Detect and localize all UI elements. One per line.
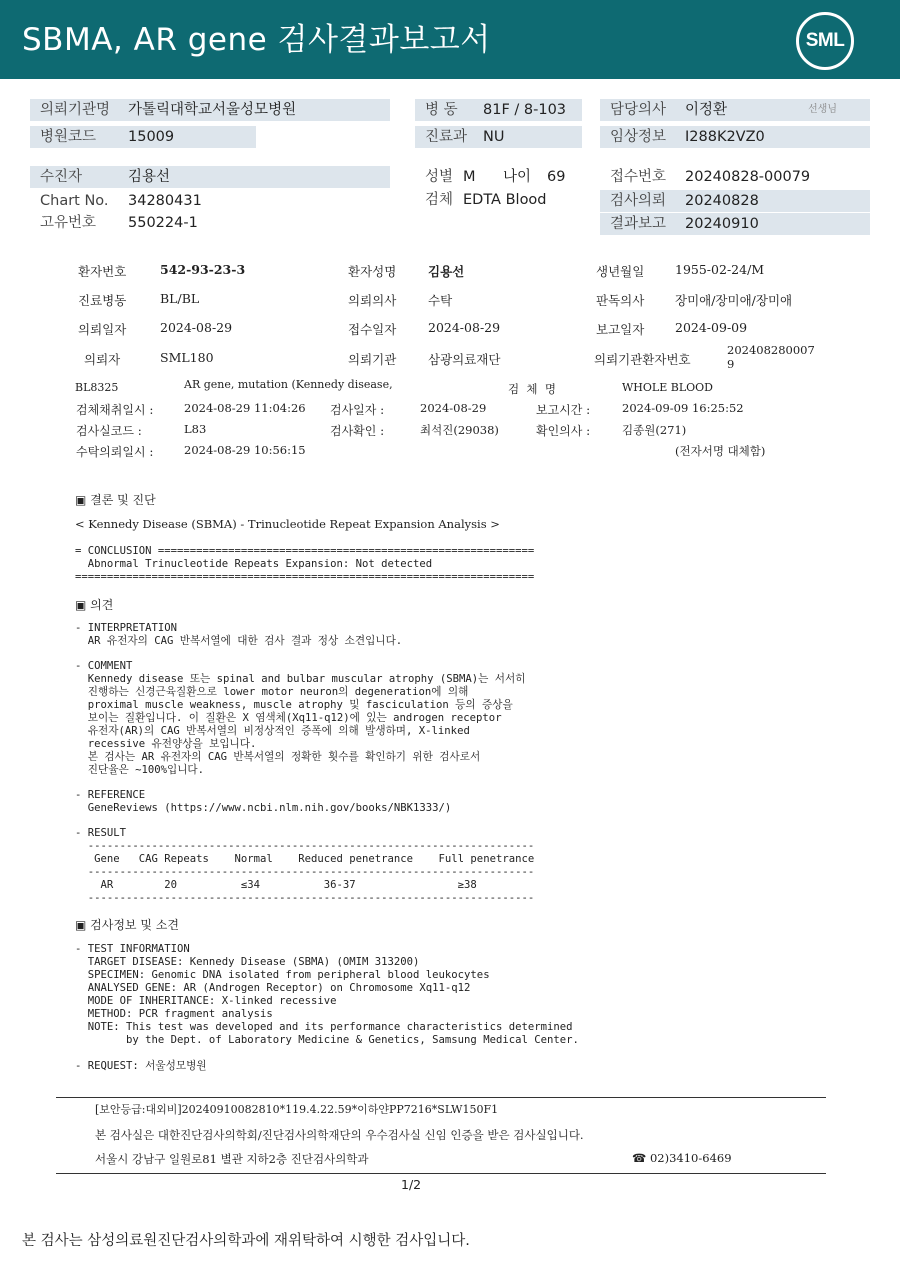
collect-time-value: 2024-08-29 11:04:26	[184, 401, 306, 415]
report-date-label: 보고일자	[596, 322, 645, 337]
patient-name-value: 김용선	[428, 264, 465, 279]
uid-label: 고유번호	[40, 215, 97, 231]
ward-label: 병 동	[425, 102, 458, 118]
request-label: 검사의뢰	[610, 193, 667, 209]
req-inst-label: 의뢰기관	[348, 352, 397, 367]
request-date-value: 2024-08-29	[160, 320, 233, 335]
patient-value: 김용선	[128, 169, 171, 185]
specimen-name-label: 검 체 명	[508, 382, 556, 396]
institution-label: 의뢰기관명	[40, 102, 111, 118]
sml-logo: SML	[796, 12, 854, 70]
specimen-name-value: WHOLE BLOOD	[622, 381, 713, 394]
result-date-row	[600, 213, 870, 235]
request-row	[600, 190, 870, 212]
patient-label: 수진자	[40, 169, 83, 185]
report-time-label: 보고시간 :	[536, 403, 591, 417]
dept-label: 진료과	[425, 129, 468, 145]
req-inst-patient-no-value: 202408280007	[727, 343, 815, 357]
chart-value: 34280431	[128, 193, 202, 209]
ward-label-2: 진료병동	[78, 293, 127, 308]
req-doctor-label: 의뢰의사	[348, 293, 397, 308]
test-name: AR gene, mutation (Kennedy disease,	[184, 378, 393, 391]
specimen-label: 검체	[425, 192, 454, 208]
section-test-info-heading: ▣ 검사정보 및 소견	[75, 918, 179, 932]
doctor-label: 담당의사	[610, 102, 667, 118]
report-header	[0, 0, 900, 79]
birthdate-value: 1955-02-24/M	[675, 262, 765, 277]
confirm-doctor-value: 김종원(271)	[622, 423, 687, 437]
birthdate-label: 생년월일	[596, 264, 645, 279]
test-information-block: - TEST INFORMATION TARGET DISEASE: Kennedy Disease (SBMA) (OMIM 313200) SPECIMEN: Genomic DNA isolated from peripheral blood leukocytes ANALYSED GENE: AR (Androgen Receptor) on Chromosome Xq11-q12 MODE OF INHERITANCE: X-linked recessive METHOD: PCR fragment analysis NOTE: This test was developed and its performance characteristics determined by the Dept. of Laboratory Medicine & Genetics, Samsung Medical Center.	[75, 943, 579, 1046]
address-line: 서울시 강남구 일원로81 별관 지하2층 진단검사의학과	[95, 1152, 369, 1166]
chart-label: Chart No.	[40, 193, 109, 209]
comment-block: - COMMENT Kennedy disease 또는 spinal and bulbar muscular atrophy (SBMA)는 서서히 진행하는 신경근육질환으로 lower motor neuron의 degeneration에 의해 proximal muscle weakness, muscle atrophy 및 fasciculation 등의 증상을 보이는 질환입니다. 이 질환은 X 염색체(Xq11-q12)에 있는 androgen receptor 유전자(AR)의 CAG 반복서열의 비정상적인 증폭에 의해 발생하며, X-linked recessive 유전양상을 보입니다. 본 검사는 AR 유전자의 CAG 반복서열의 정확한 횟수를 확인하기 위한 검사로서 진단율은 ~100%입니다.	[75, 660, 526, 776]
result-table: - RESULT ---------------------------------------------------------------------- Gene CAG Repeats Normal Reduced penetrance Full penetrance ---------------------------------------------------------------------- AR 20 ≤34 36-37 ≥38 ----------------------------------------------------------------------	[75, 827, 535, 904]
test-confirm-value: 최석진(29038)	[420, 423, 499, 437]
lab-code-label: 검사실코드 :	[76, 424, 142, 438]
confirm-doctor-label: 확인의사 :	[536, 424, 591, 438]
report-time-value: 2024-09-09 16:25:52	[622, 401, 744, 415]
req-inst-value: 삼광의료재단	[428, 352, 501, 367]
report-title: SBMA, AR gene 검사결과보고서	[22, 22, 491, 58]
code-row	[30, 126, 256, 148]
chart-row	[30, 190, 390, 212]
conclusion-block: = CONCLUSION =========================================================== Abnormal Trinucleotide Repeats Expansion: Not detected ========================================================================	[75, 545, 535, 583]
clinical-value: I288K2VZ0	[685, 129, 765, 145]
reference-block: - REFERENCE GeneReviews (https://www.ncbi.nlm.nih.gov/books/NBK1333/)	[75, 789, 452, 814]
clinical-row	[600, 126, 870, 148]
esign-note: (전자서명 대체함)	[675, 444, 766, 458]
receipt-row	[600, 166, 870, 188]
code-value: 15009	[128, 129, 175, 145]
test-date-label: 검사일자 :	[330, 403, 385, 417]
sex-age-row	[415, 166, 585, 188]
section-opinion-heading: ▣ 의견	[75, 598, 114, 612]
patient-no-label: 환자번호	[78, 264, 127, 279]
page-number: 1/2	[401, 1177, 422, 1192]
certification-line: 본 검사실은 대한진단검사의학회/진단검사의학재단의 우수검사실 신임 인증을 받은 검사실입니다.	[95, 1128, 584, 1142]
sex-label: 성별	[425, 169, 454, 185]
req-doctor-value: 수탁	[428, 293, 453, 308]
security-line: [보안등급:대외비]20240910082810*119.4.22.59*이하얀PP7216*SLW150F1	[95, 1103, 499, 1116]
receipt-label: 접수번호	[610, 169, 667, 185]
specimen-row	[415, 189, 585, 211]
dept-row	[415, 126, 582, 148]
doctor-value: 이정환	[685, 102, 728, 118]
age-label: 나이	[503, 169, 532, 185]
receipt-date-value: 2024-08-29	[428, 320, 501, 335]
age-value: 69	[547, 169, 566, 185]
uid-value: 550224-1	[128, 215, 198, 231]
collect-time-label: 검체채취일시 :	[76, 403, 154, 417]
result-date-label: 결과보고	[610, 216, 667, 232]
ward-row	[415, 99, 582, 121]
clinical-label: 임상정보	[610, 129, 667, 145]
doctor-suffix: 선생님	[808, 104, 837, 115]
result-date-value: 20240910	[685, 216, 759, 232]
dept-value: NU	[483, 129, 505, 145]
request-date-label: 의뢰일자	[78, 322, 127, 337]
footer-bottom-rule	[56, 1173, 826, 1174]
specimen-value: EDTA Blood	[463, 192, 547, 208]
institution-value: 가톨릭대학교서울성모병원	[128, 102, 297, 118]
report-date-value: 2024-09-09	[675, 320, 748, 335]
outsourcing-note: 본 검사는 삼성의료원진단검사의학과에 재위탁하여 시행한 검사입니다.	[22, 1233, 470, 1249]
sex-value: M	[463, 169, 476, 185]
uid-row	[30, 212, 390, 234]
code-label: 병원코드	[40, 129, 97, 145]
phone-line: ☎ 02)3410-6469	[632, 1151, 732, 1165]
outsource-time-label: 수탁의뢰일시 :	[76, 445, 154, 459]
analysis-title: < Kennedy Disease (SBMA) - Trinucleotide Repeat Expansion Analysis >	[75, 517, 500, 531]
requester-label: 의뢰자	[84, 352, 121, 367]
test-confirm-label: 검사확인 :	[330, 424, 385, 438]
receipt-value: 20240828-00079	[685, 169, 811, 185]
test-code: BL8325	[75, 381, 119, 394]
footer-top-rule	[56, 1097, 826, 1098]
ward-value: 81F / 8-103	[483, 102, 567, 118]
test-date-value: 2024-08-29	[420, 401, 487, 415]
patient-row	[30, 166, 390, 188]
ward-value-2: BL/BL	[160, 291, 200, 306]
req-inst-patient-no-value-cont: 9	[727, 357, 735, 371]
receipt-date-label: 접수일자	[348, 322, 397, 337]
request-value: 20240828	[685, 193, 759, 209]
lab-code-value: L83	[184, 422, 207, 436]
requester-value: SML180	[160, 350, 214, 365]
interpretation-block: - INTERPRETATION AR 유전자의 CAG 반복서열에 대한 검사 결과 정상 소견입니다.	[75, 622, 403, 647]
reading-doctor-label: 판독의사	[596, 293, 645, 308]
patient-no-value: 542-93-23-3	[160, 262, 246, 277]
req-inst-patient-no-label: 의뢰기관환자번호	[594, 352, 691, 367]
request-line: - REQUEST: 서울성모병원	[75, 1060, 207, 1072]
institution-row	[30, 99, 390, 121]
reading-doctor-value: 장미애/장미애/장미애	[675, 293, 793, 308]
patient-name-label: 환자성명	[348, 264, 397, 279]
outsource-time-value: 2024-08-29 10:56:15	[184, 443, 306, 457]
section-conclusion-heading: ▣ 결론 및 진단	[75, 493, 156, 507]
doctor-row	[600, 99, 870, 121]
